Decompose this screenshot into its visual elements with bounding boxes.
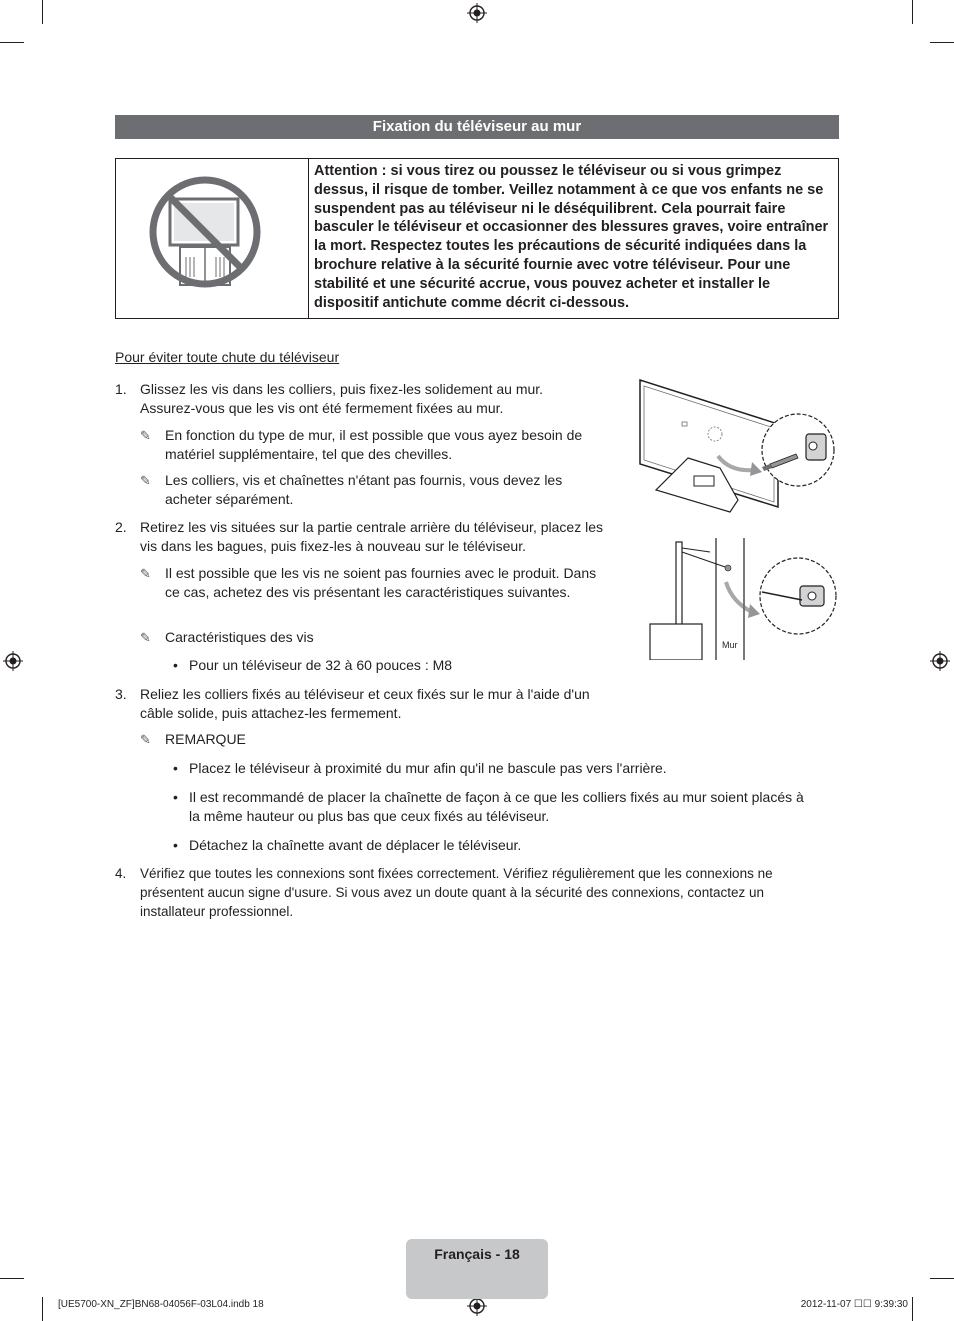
pencil-note-icon: ✎: [140, 428, 151, 443]
section-title: Fixation du téléviseur au mur: [115, 115, 839, 139]
crop-mark: [42, 0, 43, 24]
bullet-marker: •: [173, 837, 178, 853]
bullet-marker: •: [173, 657, 178, 673]
crop-mark: [42, 1297, 43, 1321]
pencil-note-icon: ✎: [140, 732, 151, 747]
crop-mark: [0, 1278, 24, 1279]
registration-mark-icon: [930, 651, 950, 671]
bullet-marker: •: [173, 760, 178, 776]
slug-left: [UE5700-XN_ZF]BN68-04056F-03L04.indb 18: [58, 1299, 264, 1310]
registration-mark-icon: [467, 1296, 487, 1316]
note-text: Il est possible que les vis ne soient pas fournies avec le produit. Dans ce cas, achetez des vis présentant les caractéristiques suivantes.: [165, 565, 597, 600]
bullet-text: Pour un téléviseur de 32 à 60 pouces : M8: [189, 657, 453, 673]
bullet-text: Placez le téléviseur à proximité du mur afin qu'il ne bascule pas vers l'arrière.: [189, 760, 667, 776]
warning-divider: [308, 159, 309, 318]
crop-mark: [912, 1297, 913, 1321]
note-text: Caractéristiques des vis: [165, 629, 314, 645]
pencil-note-icon: ✎: [140, 630, 151, 645]
page-number: Français - 18: [434, 1246, 520, 1262]
slug-right: 2012-11-07 ☐☐ 9:39:30: [800, 1299, 908, 1310]
crop-mark: [930, 42, 954, 43]
pencil-note-icon: ✎: [140, 473, 151, 488]
note-text: En fonction du type de mur, il est possible que vous ayez besoin de matériel supplémentaire, tel que des chevilles.: [165, 427, 583, 462]
bullet-marker: •: [173, 789, 178, 805]
crop-mark: [0, 42, 24, 43]
registration-mark-icon: [467, 3, 487, 23]
warning-box: [115, 158, 839, 319]
registration-mark-icon: [3, 651, 23, 671]
note-text: Les colliers, vis et chaînettes n'étant pas fournis, vous devez les acheter séparément.: [165, 472, 563, 507]
wall-label: Mur: [722, 640, 738, 650]
crop-mark: [912, 0, 913, 24]
pencil-note-icon: ✎: [140, 566, 151, 581]
subheading: Pour éviter toute chute du téléviseur: [115, 349, 340, 365]
step-text: Vérifiez que toutes les connexions sont fixées correctement. Vérifiez régulièrement que les connexions ne présentent aucun signe d'usure. Si vous avez un doute quant à la sécurité des connexions, contactez un installateur professionnel.: [140, 866, 773, 919]
step-number: 4.: [115, 866, 127, 881]
step-text: Retirez les vis situées sur la partie centrale arrière du téléviseur, placez les vis dans les bagues, puis fixez-les à nouveau sur le téléviseur.: [140, 519, 603, 554]
bullet-text: Il est recommandé de placer la chaînette de façon à ce que les colliers fixés au mur soient placés à la même hauteur ou plus bas que ceux fixés au téléviseur.: [189, 789, 804, 824]
no-climbing-tv-icon: [148, 175, 262, 289]
warning-text: Attention : si vous tirez ou poussez le téléviseur ou si vous grimpez dessus, il risque de tomber. Veillez notamment à ce que vos enfants ne se suspendent pas au téléviseur ni le déséquilibrent. Cela pourrait faire basculer le téléviseur et occasionner des blessures graves, voire entraîner la mort. Respectez toutes les précautions de sécurité indiquées dans la brochure relative à la sécurité fournie avec votre téléviseur. Pour une stabilité et une sécurité accrue, vous pouvez acheter et installer le dispositif antichute comme décrit ci-dessous.: [314, 163, 829, 311]
step-number: 2.: [115, 519, 127, 535]
step-text: Reliez les colliers fixés au téléviseur et ceux fixés sur le mur à l'aide d'un câble solide, puis attachez-les fermement.: [140, 686, 590, 721]
tv-wall-chain-figure: [640, 538, 842, 660]
note-text: REMARQUE: [165, 731, 246, 747]
tv-back-bracket-figure: [630, 372, 840, 522]
crop-mark: [930, 1278, 954, 1279]
bullet-text: Détachez la chaînette avant de déplacer le téléviseur.: [189, 837, 522, 853]
step-text: Glissez les vis dans les colliers, puis fixez-les solidement au mur. Assurez-vous que les vis ont été fermement fixées au mur.: [140, 381, 544, 416]
step-number: 1.: [115, 381, 127, 397]
step-number: 3.: [115, 686, 127, 702]
